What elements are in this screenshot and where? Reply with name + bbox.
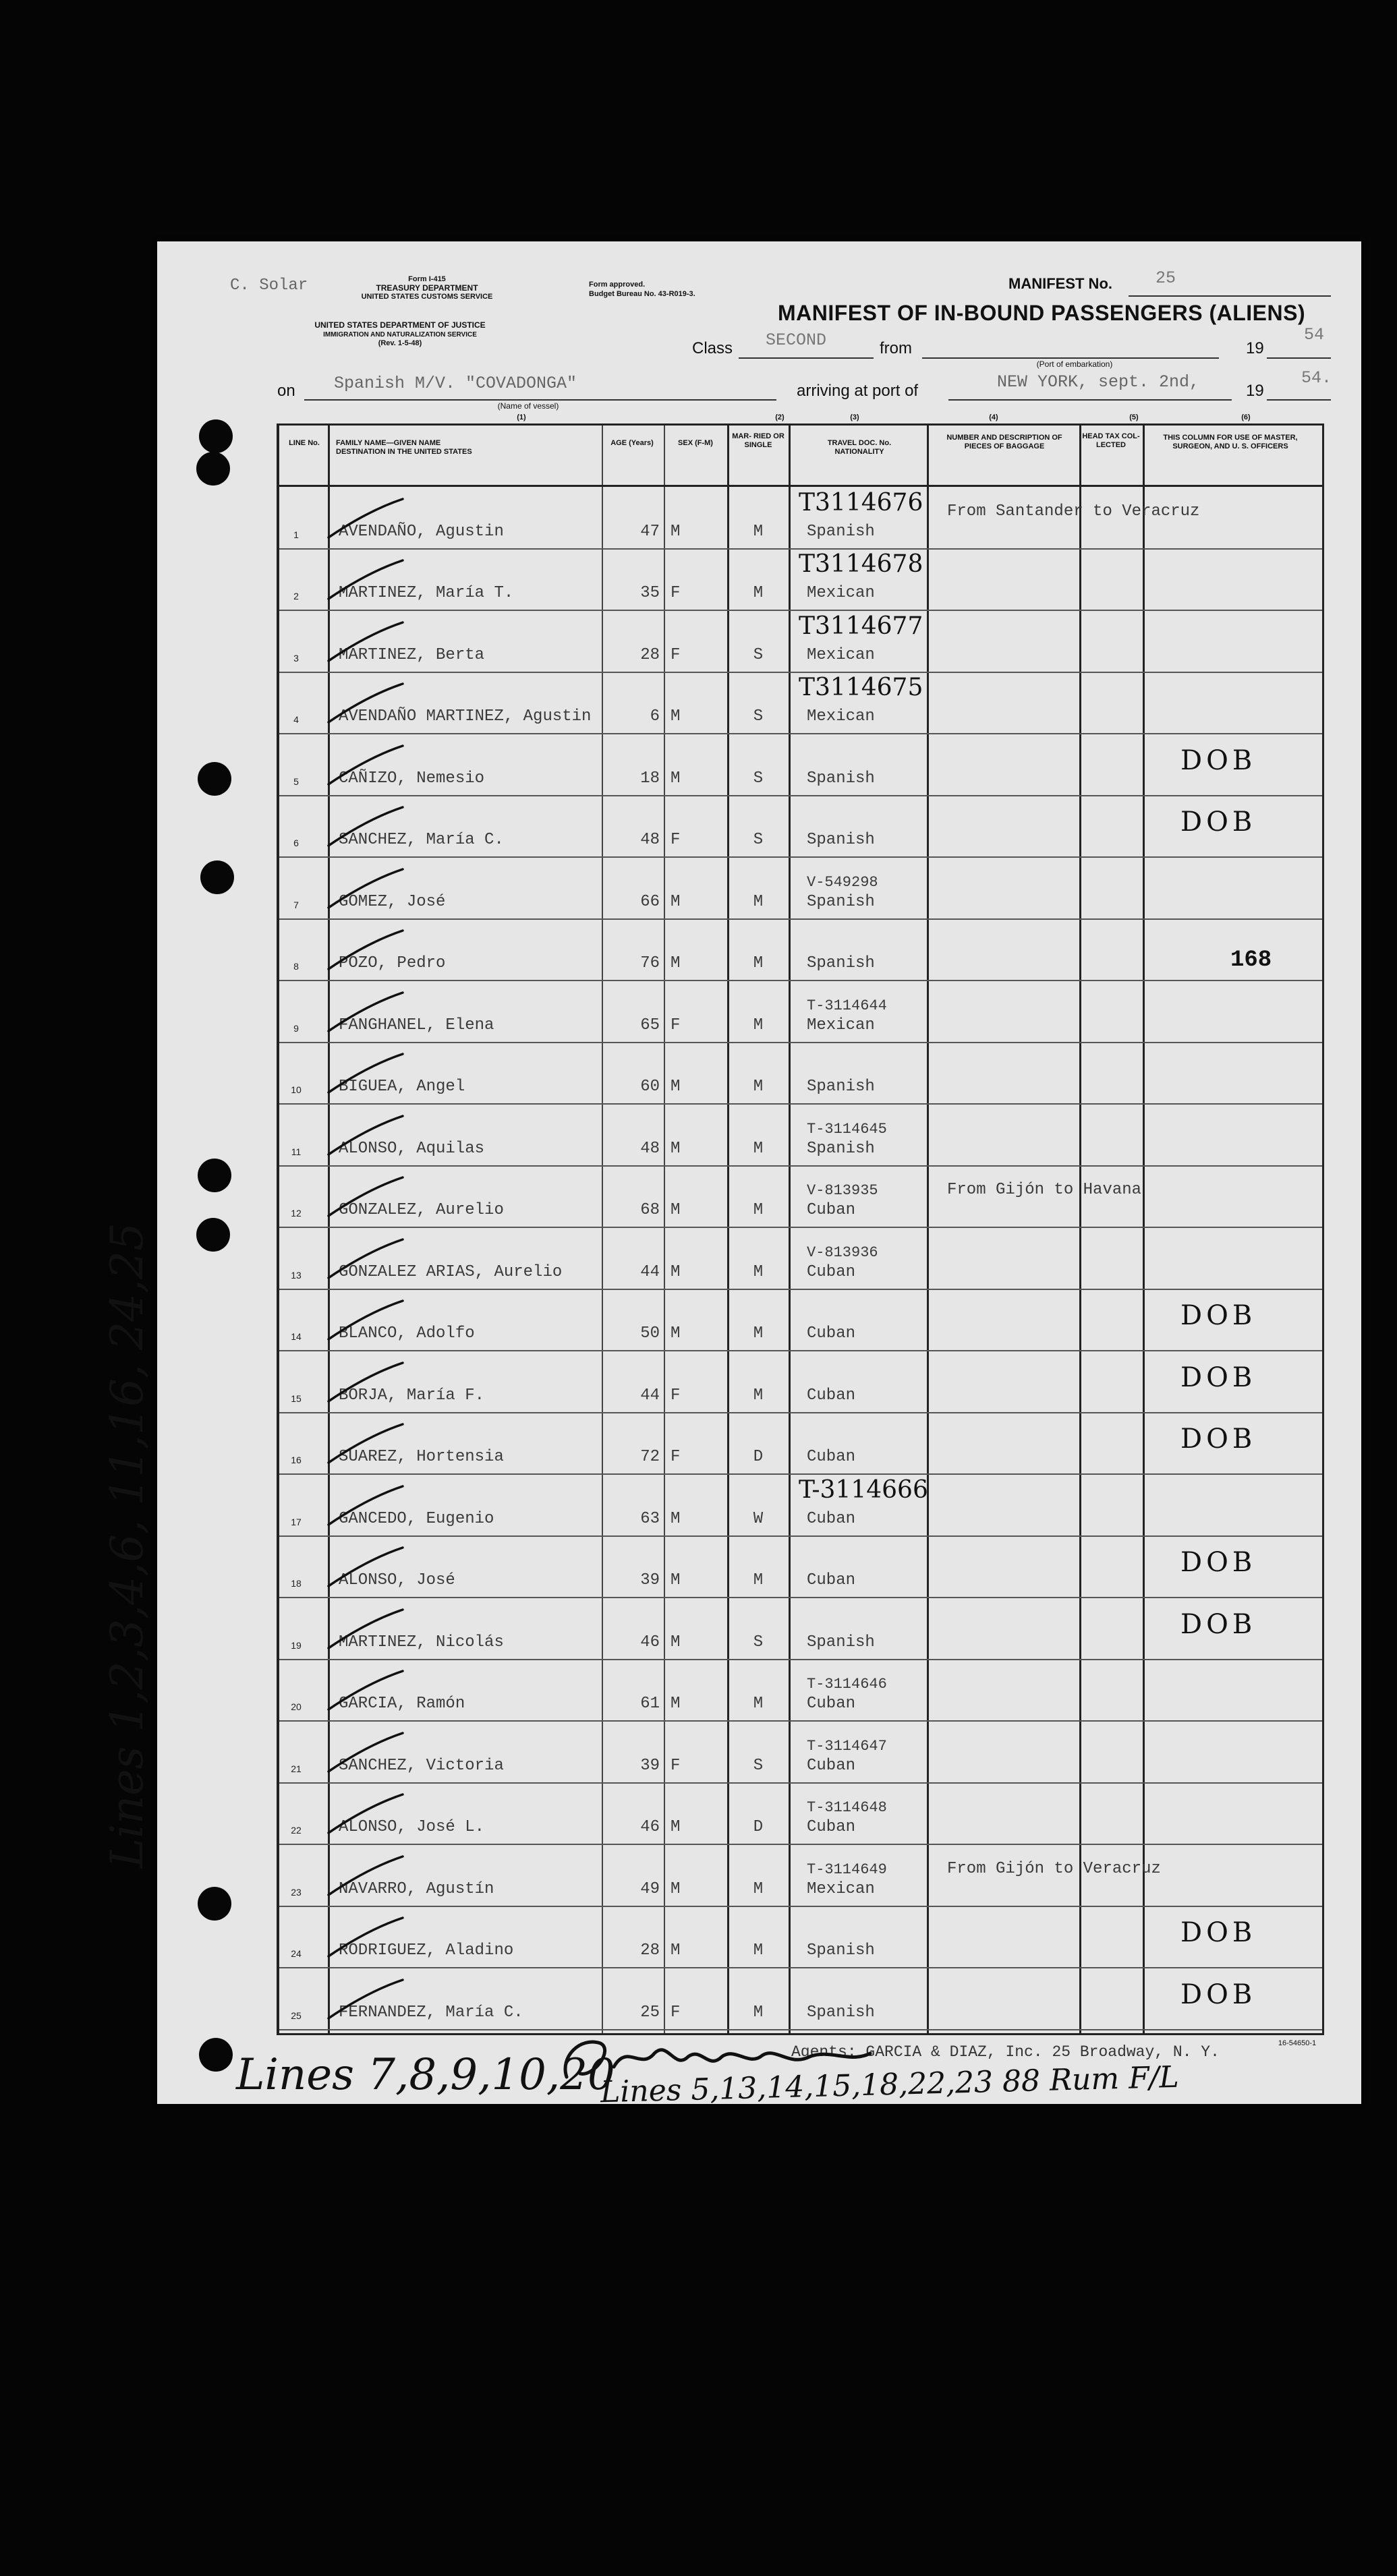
passenger-age: 28 — [640, 1941, 660, 1960]
passenger-name: BORJA, María F. — [339, 1386, 485, 1405]
travel-doc-number: T-3114647 — [807, 1737, 887, 1755]
ins-service: IMMIGRATION AND NATURALIZATION SERVICE — [323, 331, 477, 339]
check-mark — [325, 866, 406, 913]
passenger-age: 39 — [640, 1571, 660, 1589]
passenger-age: 46 — [640, 1818, 660, 1836]
nationality: Spanish — [807, 1078, 875, 1096]
check-mark — [325, 1051, 406, 1098]
form-code: 16-54650-1 — [1278, 2039, 1317, 2047]
check-mark — [325, 1421, 406, 1468]
passenger-sex: M — [671, 1262, 681, 1281]
passenger-age: 72 — [640, 1448, 660, 1466]
marital-status: M — [753, 1262, 764, 1281]
travel-doc-number: T-3114648 — [807, 1799, 887, 1816]
row-line-number: 15 — [291, 1393, 302, 1404]
col-head-travel: TRAVEL DOC. No. NATIONALITY — [827, 439, 892, 456]
passenger-age: 6 — [650, 707, 660, 726]
passenger-name: ALONSO, Aquilas — [339, 1139, 485, 1158]
row-line-number: 14 — [291, 1331, 302, 1342]
row-line-number: 17 — [291, 1516, 302, 1527]
arriving-label: arriving at port of — [797, 382, 919, 400]
passenger-age: 66 — [640, 892, 660, 911]
passenger-sex: M — [671, 1879, 681, 1898]
passenger-name: FERNANDEZ, María C. — [339, 2003, 523, 2022]
passenger-name: NAVARRO, Agustín — [339, 1879, 494, 1898]
marital-status: S — [753, 645, 764, 664]
nationality: Cuban — [807, 1509, 856, 1528]
table-row — [279, 1413, 1322, 1475]
row-line-number: 8 — [293, 961, 299, 972]
punch-hole — [196, 1218, 230, 1252]
passenger-sex: F — [671, 2003, 681, 2022]
passenger-name: BIGUEA, Angel — [339, 1078, 465, 1096]
officer-note: 168 — [1230, 947, 1272, 973]
marital-status: S — [753, 831, 764, 849]
check-mark — [325, 619, 406, 666]
marital-status: S — [753, 1756, 764, 1775]
nationality: Spanish — [807, 954, 875, 972]
passenger-sex: M — [671, 769, 681, 788]
check-mark — [325, 557, 406, 604]
passenger-sex: M — [671, 1201, 681, 1219]
officer-note: DOB — [1180, 1608, 1257, 1640]
passenger-age: 25 — [640, 2003, 660, 2022]
passenger-sex: F — [671, 645, 681, 664]
nationality: Mexican — [807, 707, 875, 726]
nationality: Mexican — [807, 1879, 875, 1898]
table-row — [279, 858, 1322, 920]
check-mark — [325, 1914, 406, 1962]
col-head-age: AGE (Years) — [610, 439, 654, 447]
marital-status: S — [753, 707, 764, 726]
officer-note: DOB — [1180, 1917, 1257, 1948]
nationality: Mexican — [807, 645, 875, 664]
officer-note: DOB — [1180, 1547, 1257, 1578]
bottom-lines-note: Lines 7,8,9,10,20 — [236, 2050, 615, 2100]
check-mark — [325, 1668, 406, 1715]
marital-status: M — [753, 1078, 764, 1096]
passenger-sex: M — [671, 1571, 681, 1589]
row-line-number: 4 — [293, 714, 299, 725]
table-row — [279, 1475, 1322, 1537]
from-line — [922, 357, 1219, 359]
officer-note: DOB — [1180, 1424, 1257, 1455]
col-number-3: (3) — [850, 413, 859, 421]
vessel-line — [304, 399, 776, 401]
year2-label: 19 — [1246, 382, 1264, 400]
punch-hole — [196, 452, 230, 486]
passenger-name: MARTINEZ, María T. — [339, 584, 514, 602]
passenger-name: SANCHEZ, María C. — [339, 831, 504, 849]
passenger-name: ALONSO, José — [339, 1571, 455, 1589]
passenger-name: AVENDAÑO MARTINEZ, Agustin — [339, 707, 592, 726]
from-label: from — [880, 339, 912, 357]
vessel-name: Spanish M/V. "COVADONGA" — [334, 374, 577, 393]
nationality: Cuban — [807, 1571, 856, 1589]
table-row — [279, 1784, 1322, 1846]
table-row — [279, 734, 1322, 796]
travel-doc-number: T3114677 — [799, 612, 923, 640]
table-row — [279, 1290, 1322, 1352]
passenger-sex: F — [671, 584, 681, 602]
marital-status: M — [753, 522, 764, 541]
passenger-sex: M — [671, 1941, 681, 1960]
row-line-number: 19 — [291, 1639, 302, 1651]
baggage-note: From Santander to Veracruz — [947, 502, 1200, 521]
passenger-sex: M — [671, 954, 681, 972]
check-mark — [325, 927, 406, 974]
passenger-age: 46 — [640, 1633, 660, 1651]
year-value: 54 — [1304, 325, 1325, 345]
passenger-name: FANGHANEL, Elena — [339, 1016, 494, 1034]
passenger-sex: M — [671, 1509, 681, 1528]
passenger-sex: M — [671, 1818, 681, 1836]
officer-note: DOB — [1180, 807, 1257, 838]
revision: (Rev. 1-5-48) — [378, 339, 422, 347]
nationality: Cuban — [807, 1818, 856, 1836]
class-value: SECOND — [766, 330, 827, 350]
nationality: Mexican — [807, 584, 875, 602]
passenger-name: GOMEZ, José — [339, 892, 446, 911]
table-row — [279, 1351, 1322, 1413]
table-row — [279, 488, 1322, 550]
row-line-number: 2 — [293, 591, 299, 602]
nationality: Cuban — [807, 1448, 856, 1466]
row-line-number: 23 — [291, 1886, 302, 1898]
class-label: Class — [692, 339, 733, 357]
port-of-embarkation-label: (Port of embarkation) — [1036, 359, 1113, 369]
travel-doc-number: V-813935 — [807, 1182, 878, 1199]
passenger-age: 61 — [640, 1695, 660, 1713]
passenger-name: GONZALEZ, Aurelio — [339, 1201, 504, 1219]
row-line-number: 12 — [291, 1208, 302, 1219]
nationality: Spanish — [807, 2003, 875, 2022]
passenger-sex: F — [671, 1448, 681, 1466]
col-number-1: (1) — [517, 413, 526, 421]
row-line-number: 22 — [291, 1825, 302, 1836]
row-line-number: 11 — [291, 1146, 302, 1157]
travel-doc-number: T-3114645 — [807, 1120, 887, 1138]
col-number-6: (6) — [1241, 413, 1251, 421]
table-row — [279, 673, 1322, 735]
marital-status: W — [753, 1509, 764, 1528]
row-line-number: 6 — [293, 838, 299, 848]
nationality: Cuban — [807, 1201, 856, 1219]
passenger-sex: F — [671, 1016, 681, 1034]
passenger-sex: M — [671, 1695, 681, 1713]
travel-doc-number: T3114676 — [799, 488, 923, 517]
col-number-4: (4) — [989, 413, 998, 421]
marital-status: M — [753, 2003, 764, 2022]
row-line-number: 24 — [291, 1948, 302, 1959]
passenger-name: MARTINEZ, Berta — [339, 645, 485, 664]
nationality: Spanish — [807, 522, 875, 541]
check-mark — [325, 1359, 406, 1407]
row-line-number: 13 — [291, 1269, 302, 1281]
table-row — [279, 796, 1322, 858]
corner-stamp: C. Solar — [230, 276, 308, 295]
margin-note: Lines 1,2,3,4,6, 11,16, 24,25 — [101, 1222, 153, 1868]
travel-doc-number: V-813936 — [807, 1243, 878, 1261]
check-mark — [325, 1483, 406, 1530]
passenger-age: 76 — [640, 954, 660, 972]
table-row — [279, 1043, 1322, 1105]
officer-note: DOB — [1180, 1362, 1257, 1393]
nationality: Spanish — [807, 1633, 875, 1651]
row-line-number: 9 — [293, 1022, 299, 1034]
punch-hole — [198, 762, 231, 796]
bottom-lines-note-2: Lines 5,13,14,15,18,22,23 88 Rum F/L — [600, 2059, 1180, 2110]
row-line-number: 20 — [291, 1701, 302, 1712]
check-mark — [325, 1236, 406, 1283]
check-mark — [325, 1791, 406, 1838]
marital-status: M — [753, 1879, 764, 1898]
passenger-name: GARCIA, Ramón — [339, 1695, 465, 1713]
check-mark — [325, 1730, 406, 1777]
table-row — [279, 1722, 1322, 1784]
manifest-page — [157, 241, 1361, 2104]
check-mark — [325, 1174, 406, 1221]
passenger-name: POZO, Pedro — [339, 954, 446, 972]
col-number-2: (2) — [775, 413, 785, 421]
nationality: Mexican — [807, 1016, 875, 1034]
passenger-age: 60 — [640, 1078, 660, 1096]
passenger-sex: F — [671, 1756, 681, 1775]
table-row — [279, 1845, 1322, 1907]
col-head-name: FAMILY NAME—GIVEN NAME DESTINATION IN THE UNITED STATES — [336, 439, 472, 456]
passenger-age: 18 — [640, 769, 660, 788]
col-head-sex: SEX (F-M) — [678, 439, 713, 447]
passenger-name: BLANCO, Adolfo — [339, 1324, 475, 1343]
passenger-sex: M — [671, 707, 681, 726]
baggage-note: From Gijón to Havana — [947, 1181, 1142, 1199]
treasury-dept: TREASURY DEPARTMENT — [376, 283, 478, 293]
table-row — [279, 550, 1322, 612]
travel-doc-number: T3114678 — [799, 550, 923, 578]
passenger-name: ALONSO, José L. — [339, 1818, 485, 1836]
manifest-label: MANIFEST No. — [1008, 275, 1112, 292]
form-approved: Form approved. — [589, 281, 646, 289]
passenger-age: 63 — [640, 1509, 660, 1528]
check-mark — [325, 1297, 406, 1345]
row-line-number: 7 — [293, 899, 299, 910]
passenger-sex: M — [671, 892, 681, 911]
check-mark — [325, 680, 406, 728]
passenger-name: CAÑIZO, Nemesio — [339, 769, 485, 788]
travel-doc-number: T-3114666 — [799, 1475, 928, 1504]
class-line — [739, 357, 874, 359]
marital-status: M — [753, 1571, 764, 1589]
check-mark — [325, 804, 406, 851]
arrival-port: NEW YORK, sept. 2nd, — [997, 372, 1200, 392]
vessel-name-label: (Name of vessel) — [497, 401, 559, 411]
travel-doc-number: T-3114646 — [807, 1676, 887, 1693]
budget-bureau: Budget Bureau No. 43-R019-3. — [589, 290, 695, 298]
punch-hole — [199, 2038, 233, 2072]
passenger-sex: F — [671, 831, 681, 849]
nationality: Cuban — [807, 1756, 856, 1775]
check-mark — [325, 1113, 406, 1160]
col-number-5: (5) — [1129, 413, 1139, 421]
punch-hole — [200, 860, 234, 894]
row-line-number: 18 — [291, 1578, 302, 1589]
passenger-sex: M — [671, 1324, 681, 1343]
table-row — [279, 611, 1322, 673]
officer-note: DOB — [1180, 744, 1257, 776]
passenger-age: 65 — [640, 1016, 660, 1034]
table-row — [279, 981, 1322, 1043]
manifest-number: 25 — [1156, 268, 1176, 288]
form-number: Form I-415 — [408, 275, 446, 283]
passenger-age: 49 — [640, 1879, 660, 1898]
table-row — [279, 1537, 1322, 1599]
nationality: Cuban — [807, 1695, 856, 1713]
marital-status: M — [753, 1695, 764, 1713]
col-head-officers: THIS COLUMN FOR USE OF MASTER, SURGEON, AND U. S. OFFICERS — [1163, 434, 1298, 450]
passenger-age: 35 — [640, 584, 660, 602]
row-line-number: 5 — [293, 775, 299, 787]
check-mark — [325, 1977, 406, 2024]
table-row — [279, 1968, 1322, 2030]
passenger-table — [277, 423, 1324, 2035]
passenger-sex: F — [671, 1386, 681, 1405]
passenger-age: 68 — [640, 1201, 660, 1219]
travel-doc-number: T-3114649 — [807, 1861, 887, 1878]
nationality: Spanish — [807, 1941, 875, 1960]
customs-service: UNITED STATES CUSTOMS SERVICE — [361, 293, 493, 301]
check-mark — [325, 989, 406, 1036]
marital-status: M — [753, 584, 764, 602]
check-mark — [325, 1853, 406, 1900]
travel-doc-number: T-3114644 — [807, 997, 887, 1014]
year2-line — [1267, 399, 1331, 401]
passenger-name: SUAREZ, Hortensia — [339, 1448, 504, 1466]
passenger-sex: M — [671, 1139, 681, 1158]
marital-status: S — [753, 769, 764, 788]
row-line-number: 1 — [293, 529, 299, 540]
marital-status: D — [753, 1818, 764, 1836]
marital-status: M — [753, 1941, 764, 1960]
marital-status: M — [753, 1139, 764, 1158]
table-row — [279, 1228, 1322, 1290]
officer-note: DOB — [1180, 1300, 1257, 1331]
table-row — [279, 1660, 1322, 1722]
row-line-number: 10 — [291, 1084, 302, 1095]
marital-status: M — [753, 1016, 764, 1034]
nationality: Cuban — [807, 1324, 856, 1343]
passenger-sex: M — [671, 1633, 681, 1651]
year-label: 19 — [1246, 339, 1264, 357]
passenger-sex: M — [671, 1078, 681, 1096]
manifest-title: MANIFEST OF IN-BOUND PASSENGERS (ALIENS) — [778, 301, 1306, 325]
col-head-baggage: NUMBER AND DESCRIPTION OF PIECES OF BAGGAGE — [946, 434, 1062, 450]
passenger-name: GONZALEZ ARIAS, Aurelio — [339, 1262, 563, 1281]
year-line — [1267, 357, 1331, 359]
marital-status: M — [753, 954, 764, 972]
col-head-line: LINE No. — [289, 439, 320, 447]
passenger-age: 44 — [640, 1386, 660, 1405]
marital-status: D — [753, 1448, 764, 1466]
check-mark — [325, 496, 406, 543]
table-row — [279, 1598, 1322, 1660]
passenger-sex: M — [671, 522, 681, 541]
baggage-note: From Gijón to Veracruz — [947, 1859, 1161, 1878]
marital-status: M — [753, 1386, 764, 1405]
manifest-no-line — [1129, 295, 1331, 297]
table-row — [279, 1167, 1322, 1229]
justice-dept: UNITED STATES DEPARTMENT OF JUSTICE — [314, 320, 486, 330]
row-line-number: 16 — [291, 1455, 302, 1465]
marital-status: S — [753, 1633, 764, 1651]
travel-doc-number: V-549298 — [807, 873, 878, 891]
row-line-number: 25 — [291, 2010, 302, 2021]
table-row — [279, 1105, 1322, 1167]
marital-status: M — [753, 1324, 764, 1343]
agents-line: Agents: GARCIA & DIAZ, Inc. 25 Broadway, N. Y. — [791, 2043, 1220, 2061]
passenger-age: 48 — [640, 1139, 660, 1158]
passenger-age: 39 — [640, 1756, 660, 1775]
punch-hole — [198, 1159, 231, 1192]
passenger-name: SANCHEZ, Victoria — [339, 1756, 504, 1775]
passenger-age: 47 — [640, 522, 660, 541]
nationality: Spanish — [807, 831, 875, 849]
passenger-age: 44 — [640, 1262, 660, 1281]
travel-doc-number: T3114675 — [799, 674, 923, 701]
col-head-married: MAR- RIED OR SINGLE — [732, 432, 785, 449]
row-line-number: 21 — [291, 1763, 302, 1774]
passenger-age: 50 — [640, 1324, 660, 1343]
officer-note: DOB — [1180, 1979, 1257, 2010]
passenger-age: 28 — [640, 645, 660, 664]
marital-status: M — [753, 892, 764, 911]
arrival-line — [948, 399, 1232, 401]
check-mark — [325, 1544, 406, 1591]
nationality: Spanish — [807, 769, 875, 788]
passenger-name: AVENDAÑO, Agustin — [339, 522, 504, 541]
passenger-age: 48 — [640, 831, 660, 849]
check-mark — [325, 742, 406, 790]
passenger-name: MARTINEZ, Nicolás — [339, 1633, 504, 1651]
nationality: Spanish — [807, 892, 875, 911]
row-line-number: 3 — [293, 652, 299, 664]
table-row — [279, 920, 1322, 982]
table-row — [279, 1907, 1322, 1969]
passenger-name: RODRIGUEZ, Aladino — [339, 1941, 514, 1960]
nationality: Cuban — [807, 1262, 856, 1281]
year2-value: 54. — [1301, 368, 1332, 388]
passenger-name: GANCEDO, Eugenio — [339, 1509, 494, 1528]
punch-hole — [198, 1887, 231, 1921]
col-head-tax: HEAD TAX COL- LECTED — [1082, 432, 1140, 449]
punch-hole — [199, 419, 233, 453]
nationality: Spanish — [807, 1139, 875, 1158]
nationality: Cuban — [807, 1386, 856, 1405]
check-mark — [325, 1606, 406, 1653]
on-label: on — [277, 382, 295, 400]
marital-status: M — [753, 1201, 764, 1219]
